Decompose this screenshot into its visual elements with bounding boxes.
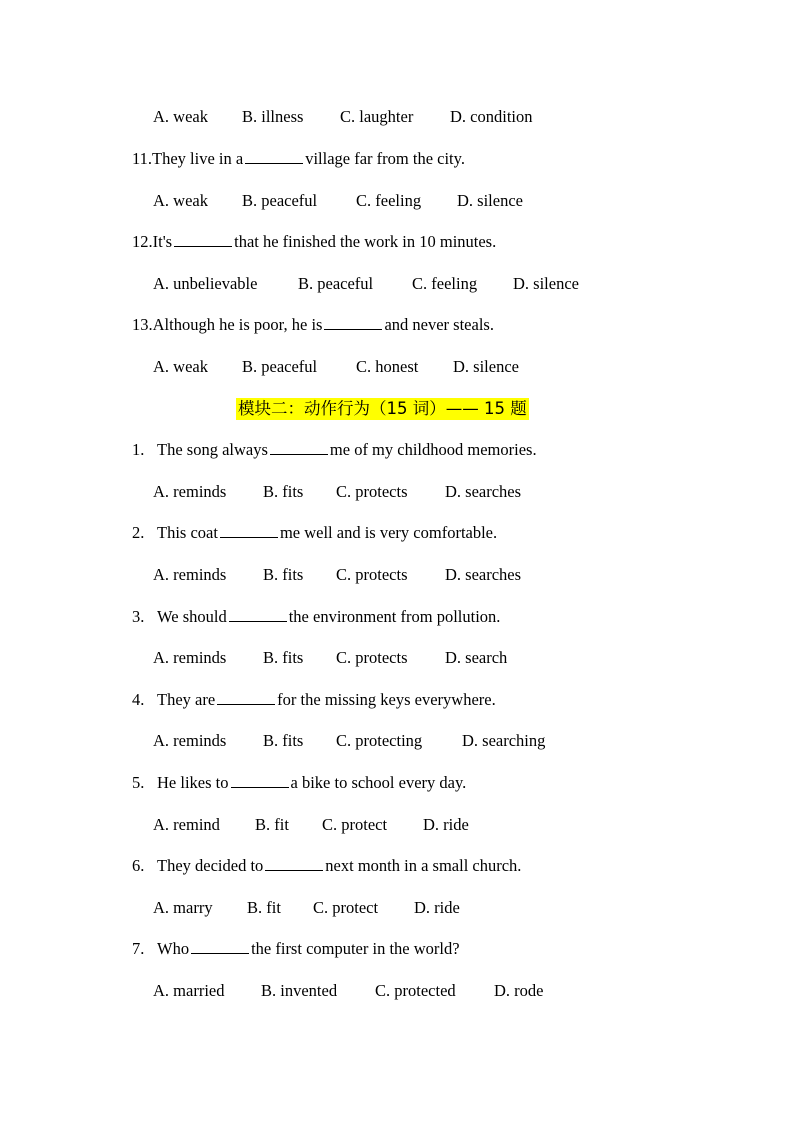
question-text-before: They live in a [152, 149, 244, 168]
question-number: 1. [132, 440, 145, 459]
question-number: 13. [132, 315, 153, 334]
question-text-after: the environment from pollution. [288, 607, 501, 626]
question-text-before: They decided to [157, 856, 264, 875]
options-row [153, 482, 521, 502]
option-d: D. search [445, 648, 508, 667]
answer-blank [231, 773, 289, 788]
options-row [153, 981, 543, 1001]
option-b: B. illness [242, 107, 304, 126]
option-a: A. weak [153, 191, 208, 210]
question-text-after: for the missing keys everywhere. [277, 690, 496, 709]
answer-blank [265, 856, 323, 871]
options-row [153, 191, 523, 211]
option-a: A. reminds [153, 731, 227, 750]
option-a: A. reminds [153, 565, 227, 584]
option-c: C. protects [336, 648, 408, 667]
question-number: 12. [132, 232, 153, 251]
question-text-after: village far from the city. [305, 149, 465, 168]
answer-blank [324, 315, 382, 330]
option-b: B. peaceful [298, 274, 374, 293]
option-c: C. protect [313, 898, 379, 917]
option-b: B. fits [263, 731, 304, 750]
answer-blank [174, 232, 232, 247]
section-heading: 模块二：动作行为（15 词）—— 15 题 [238, 399, 527, 418]
question-text-after: that he finished the work in 10 minutes. [234, 232, 497, 251]
options-row [153, 731, 545, 751]
option-c: C. protect [322, 815, 388, 834]
question-text-before: They are [157, 690, 216, 709]
question-number: 7. [132, 939, 145, 958]
question-text-after: me well and is very comfortable. [279, 523, 498, 542]
option-c: C. protects [336, 482, 408, 501]
answer-blank [270, 440, 328, 455]
answer-blank [191, 939, 249, 954]
option-b: B. fit [255, 815, 289, 834]
option-b: B. fits [263, 648, 304, 667]
option-c: C. feeling [412, 274, 478, 293]
question-12 [132, 232, 496, 252]
option-d: D. ride [414, 898, 460, 917]
option-d: D. condition [450, 107, 533, 126]
question-number: 5. [132, 773, 145, 792]
question-7 [132, 939, 460, 959]
question-number: 6. [132, 856, 145, 875]
question-text-before: The song always [157, 440, 268, 459]
question-3 [132, 607, 500, 627]
option-a: A. weak [153, 107, 208, 126]
options-row [153, 898, 460, 918]
option-d: D. rode [494, 981, 544, 1000]
question-1 [132, 440, 537, 460]
answer-blank [217, 690, 275, 705]
question-number: 11. [132, 149, 153, 168]
options-row [153, 357, 519, 377]
option-d: D. ride [423, 815, 469, 834]
question-text-before: Although he is poor, he is [152, 315, 323, 334]
option-c: C. laughter [340, 107, 414, 126]
option-d: D. silence [457, 191, 523, 210]
option-b: B. fits [263, 565, 304, 584]
option-b: B. fit [247, 898, 281, 917]
option-d: D. silence [453, 357, 519, 376]
question-text-after: the first computer in the world? [251, 939, 460, 958]
question-text-before: He likes to [157, 773, 229, 792]
option-a: A. weak [153, 357, 208, 376]
options-row [153, 565, 521, 585]
option-c: C. protected [375, 981, 456, 1000]
question-text-after: and never steals. [384, 315, 494, 334]
option-b: B. peaceful [242, 191, 318, 210]
option-c: C. honest [356, 357, 419, 376]
option-a: A. reminds [153, 648, 227, 667]
options-row [153, 648, 507, 668]
options-row [153, 815, 469, 835]
answer-blank [220, 523, 278, 538]
option-d: D. silence [513, 274, 579, 293]
option-a: A. marry [153, 898, 213, 917]
question-number: 4. [132, 690, 145, 709]
option-b: B. invented [261, 981, 338, 1000]
option-b: B. fits [263, 482, 304, 501]
option-b: B. peaceful [242, 357, 318, 376]
option-a: A. remind [153, 815, 220, 834]
question-text-after: next month in a small church. [325, 856, 522, 875]
answer-blank [229, 607, 287, 622]
question-text-before: This coat [157, 523, 218, 542]
question-2 [132, 523, 497, 543]
question-text-after: a bike to school every day. [290, 773, 467, 792]
question-text-before: Who [157, 939, 190, 958]
option-d: D. searching [462, 731, 546, 750]
question-5 [132, 773, 466, 793]
option-d: D. searches [445, 482, 522, 501]
options-row [153, 107, 533, 127]
option-c: C. feeling [356, 191, 422, 210]
option-c: C. protects [336, 565, 408, 584]
answer-blank [245, 149, 303, 164]
option-a: A. reminds [153, 482, 227, 501]
options-row [153, 274, 579, 294]
question-number: 3. [132, 607, 145, 626]
question-11 [132, 149, 465, 169]
question-text-before: It's [152, 232, 173, 251]
option-c: C. protecting [336, 731, 423, 750]
option-a: A. married [153, 981, 225, 1000]
option-a: A. unbelievable [153, 274, 258, 293]
question-text-after: me of my childhood memories. [329, 440, 537, 459]
question-13 [132, 315, 494, 335]
question-4 [132, 690, 496, 710]
question-6 [132, 856, 521, 876]
question-text-before: We should [157, 607, 227, 626]
question-number: 2. [132, 523, 145, 542]
option-d: D. searches [445, 565, 522, 584]
